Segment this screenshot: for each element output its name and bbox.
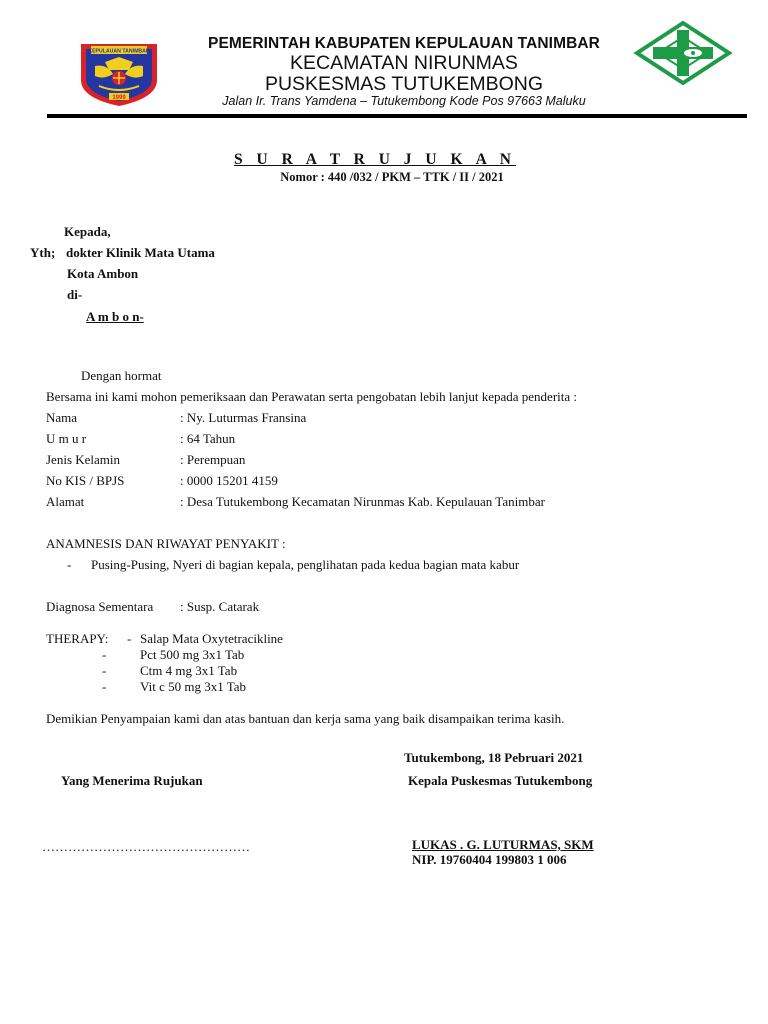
district-name: KECAMATAN NIRUNMAS bbox=[290, 52, 518, 74]
government-name: PEMERINTAH KABUPATEN KEPULAUAN TANIMBAR bbox=[208, 35, 600, 52]
patient-value: : Perempuan bbox=[180, 452, 246, 467]
therapy-item: Vit c 50 mg 3x1 Tab bbox=[140, 679, 247, 694]
anamnesis-heading: ANAMNESIS DAN RIWAYAT PENYAKIT : bbox=[46, 536, 286, 551]
patient-label: Alamat bbox=[46, 494, 85, 509]
therapy-item: Ctm 4 mg 3x1 Tab bbox=[140, 663, 238, 678]
head-nip: NIP. 19760404 199803 1 006 bbox=[412, 852, 567, 867]
intro-paragraph: Bersama ini kami mohon pemeriksaan dan Perawatan serta pengobatan lebih lanjut kepada penderita : bbox=[46, 389, 578, 404]
clinic-name: PUSKESMAS TUTUKEMBONG bbox=[264, 73, 544, 95]
patient-label: Jenis Kelamin bbox=[46, 452, 121, 467]
therapy-dash: - bbox=[102, 663, 107, 678]
head-name: LUKAS . G. LUTURMAS, SKM bbox=[412, 837, 594, 852]
closing-paragraph: Demikian Penyampaian kami dan atas bantuan dan kerja sama yang baik disampaikan terima kasih. bbox=[46, 711, 565, 726]
diagnosis-label: Diagnosa Sementara bbox=[46, 599, 154, 614]
signing-date: Tutukembong, 18 Pebruari 2021 bbox=[404, 750, 584, 765]
therapy-label: THERAPY: bbox=[46, 631, 109, 646]
patient-value: : 64 Tahun bbox=[180, 431, 236, 446]
letter-title: S U R A T R U J U K A N bbox=[234, 151, 516, 168]
patient-label: U m u r bbox=[46, 431, 87, 446]
crest-banner-text: KEPULAUAN TANIMBAR bbox=[88, 48, 150, 55]
recipient-city: Kota Ambon bbox=[67, 266, 139, 281]
patient-label: Nama bbox=[46, 410, 78, 425]
di-label: di- bbox=[67, 287, 83, 302]
crest-year-text: 1999 bbox=[112, 94, 126, 101]
recipient: dokter Klinik Mata Utama bbox=[66, 245, 215, 260]
therapy-dash: - bbox=[127, 631, 132, 646]
anamnesis-bullet: - bbox=[67, 557, 72, 572]
letter-number: Nomor : 440 /032 / PKM – TTK / II / 2021 bbox=[280, 170, 504, 184]
patient-value: : Desa Tutukembong Kecamatan Nirunmas Kab. Kepulauan Tanimbar bbox=[180, 494, 545, 509]
clinic-address: Jalan Ir. Trans Yamdena – Tutukembong Kode Pos 97663 Maluku bbox=[222, 94, 586, 108]
patient-label: No KIS / BPJS bbox=[46, 473, 125, 488]
receiver-label: Yang Menerima Rujukan bbox=[61, 773, 203, 788]
therapy-dash: - bbox=[102, 679, 107, 694]
anamnesis-item: Pusing-Pusing, Nyeri di bagian kepala, penglihatan pada kedua bagian mata kabur bbox=[91, 557, 520, 572]
yth-label: Yth; bbox=[30, 245, 56, 260]
to-label: Kepada, bbox=[64, 224, 111, 239]
therapy-item: Pct 500 mg 3x1 Tab bbox=[140, 647, 245, 662]
therapy-item: Salap Mata Oxytetracikline bbox=[140, 631, 283, 646]
recipient-place: A m b o n- bbox=[86, 309, 144, 324]
patient-value: : Ny. Luturmas Fransina bbox=[180, 410, 307, 425]
puskesmas-logo bbox=[631, 20, 735, 86]
greeting: Dengan hormat bbox=[81, 368, 162, 383]
head-label: Kepala Puskesmas Tutukembong bbox=[408, 773, 593, 788]
regency-crest-logo bbox=[77, 40, 161, 108]
letterhead-divider bbox=[47, 114, 747, 118]
patient-value: : 0000 15201 4159 bbox=[180, 473, 278, 488]
therapy-dash: - bbox=[102, 647, 107, 662]
receiver-signature-line: ………………………………………… bbox=[42, 839, 250, 854]
diagnosis-value: : Susp. Catarak bbox=[180, 599, 260, 614]
